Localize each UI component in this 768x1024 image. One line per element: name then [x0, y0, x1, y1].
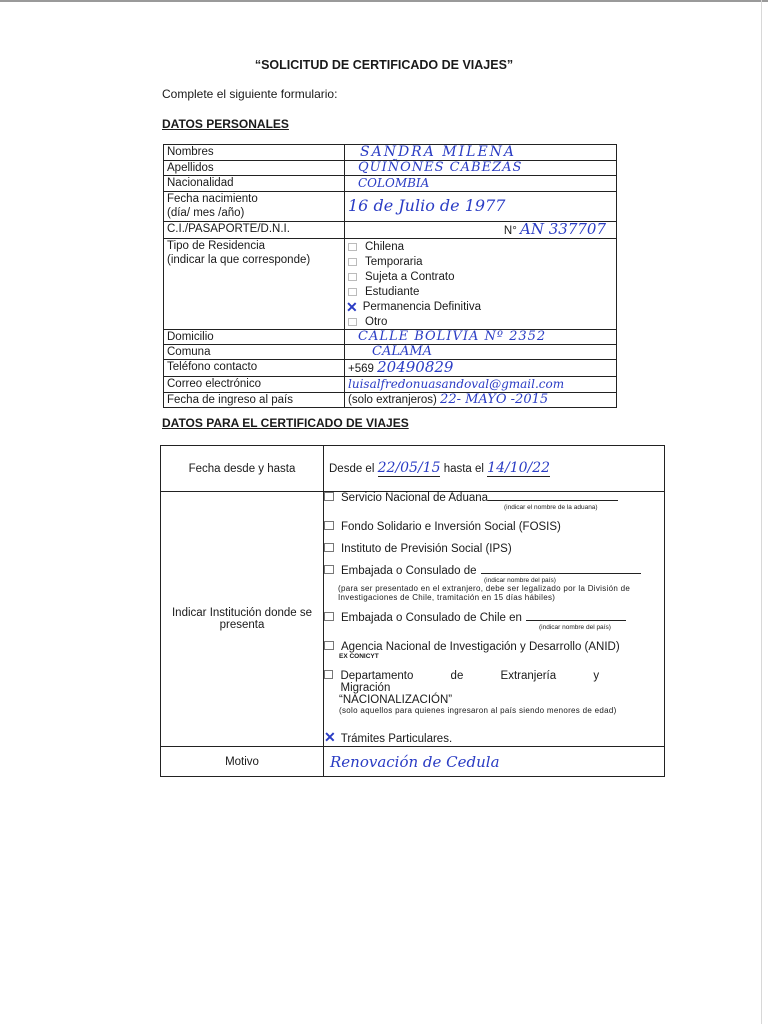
- correo-value: luisalfredonuasandoval@gmail.com: [348, 377, 565, 391]
- option-label: Estudiante: [365, 285, 420, 298]
- checkbox-icon[interactable]: [348, 243, 357, 251]
- checkbox-icon[interactable]: [324, 670, 333, 679]
- residencia-options: [345, 239, 617, 330]
- embajada-chile-blank[interactable]: [526, 620, 626, 621]
- extranjeria-label: Departamento de Extranjería y Migración: [340, 670, 600, 694]
- section-personal-heading: DATOS PERSONALES: [162, 117, 289, 131]
- residencia-label: [164, 239, 345, 330]
- section-cert-heading: DATOS PARA EL CERTIFICADO DE VIAJES: [162, 416, 409, 430]
- ingreso-prefix: (solo extranjeros): [348, 394, 437, 406]
- embajada-hint: (indicar nombre del país): [484, 577, 556, 584]
- fecha-nacimiento-value: 16 de Julio de 1977: [348, 195, 506, 215]
- embajada-blank[interactable]: [481, 573, 641, 574]
- option-aduana[interactable]: [324, 492, 664, 511]
- checkbox-icon[interactable]: [348, 273, 357, 281]
- extranjeria-note: (solo aquellos para quienes ingresaron al país siendo menores de edad): [339, 706, 617, 715]
- form-title: “SOLICITUD DE CERTIFICADO DE VIAJES”: [254, 58, 514, 72]
- table-row: [164, 377, 617, 393]
- nacionalidad-value: COLOMBIA: [358, 176, 430, 190]
- fecha-nacimiento-field[interactable]: [345, 192, 617, 222]
- nombres-label: Nombres: [164, 145, 345, 161]
- fecha-desde-hasta-label: Fecha desde y hasta: [161, 446, 324, 492]
- pasaporte-label: C.I./PASAPORTE/D.N.I.: [164, 222, 345, 239]
- comuna-label: Comuna: [164, 345, 345, 360]
- option-embajada-chile[interactable]: [324, 612, 664, 631]
- desde-value: 22/05/15: [377, 460, 441, 476]
- hasta-value: 14/10/22: [487, 460, 551, 476]
- table-row: [164, 176, 617, 192]
- telefono-field[interactable]: [345, 360, 617, 377]
- option-label: Otro: [365, 315, 388, 328]
- residencia-option-estudiante[interactable]: [348, 284, 613, 299]
- fosis-label: Fondo Solidario e Inversión Social (FOSIS): [341, 521, 561, 533]
- table-row: [164, 239, 617, 330]
- table-row: [164, 161, 617, 176]
- table-row: [164, 360, 617, 377]
- domicilio-value: CALLE BOLIVIA Nº 2352: [358, 329, 547, 344]
- telefono-prefix: +569: [348, 363, 374, 375]
- motivo-label: Motivo: [161, 747, 324, 777]
- residencia-label-line1: Tipo de Residencia: [167, 240, 266, 252]
- option-label: Permanencia Definitiva: [362, 300, 481, 313]
- nacionalidad-label: Nacionalidad: [164, 176, 345, 192]
- desde-label: Desde el: [329, 463, 375, 475]
- option-ips[interactable]: [324, 543, 664, 555]
- telefono-label: Teléfono contacto: [164, 360, 345, 377]
- nombres-value: SANDRA MILENA: [360, 144, 517, 160]
- checkbox-icon[interactable]: [324, 565, 334, 574]
- personal-data-table: [163, 144, 617, 408]
- domicilio-field[interactable]: [345, 330, 617, 345]
- table-row: [164, 330, 617, 345]
- nombres-field[interactable]: [345, 145, 617, 161]
- fecha-desde-hasta-field[interactable]: [324, 446, 665, 492]
- checkbox-icon[interactable]: [324, 543, 334, 552]
- residencia-option-permanencia[interactable]: [348, 299, 613, 314]
- checkbox-icon[interactable]: [324, 641, 334, 650]
- residencia-option-temporaria[interactable]: [348, 254, 613, 269]
- checkbox-icon[interactable]: [348, 288, 357, 296]
- embajada-chile-label: Embajada o Consulado de Chile en: [341, 612, 522, 624]
- aduana-blank[interactable]: [488, 500, 618, 501]
- top-border-line: [0, 0, 768, 2]
- nacionalidad-field[interactable]: [345, 176, 617, 192]
- checkbox-icon[interactable]: [348, 318, 357, 326]
- anid-sub: EX CONICYT: [339, 653, 379, 660]
- hasta-label: hasta el: [443, 463, 484, 475]
- embajada-chile-hint: (indicar nombre del país): [539, 624, 611, 631]
- ips-label: Instituto de Previsión Social (IPS): [341, 543, 512, 555]
- right-border-line: [761, 0, 762, 1024]
- correo-label: Correo electrónico: [164, 377, 345, 393]
- form-intro: Complete el siguiente formulario:: [162, 87, 338, 101]
- table-row: [164, 222, 617, 239]
- domicilio-label: Domicilio: [164, 330, 345, 345]
- table-row: [164, 145, 617, 161]
- fecha-label-line2: (día/ mes /año): [167, 207, 245, 219]
- certificate-data-table: [160, 445, 665, 777]
- option-label: Chilena: [365, 240, 404, 253]
- ingreso-field[interactable]: [345, 393, 617, 408]
- pasaporte-prefix: N°: [503, 225, 517, 237]
- aduana-hint: (indicar el nombre de la aduana): [504, 504, 598, 511]
- residencia-option-chilena[interactable]: [348, 239, 613, 254]
- comuna-value: CALAMA: [372, 344, 433, 359]
- option-tramites[interactable]: [324, 729, 664, 746]
- option-fosis[interactable]: [324, 521, 664, 533]
- checkbox-icon[interactable]: [324, 492, 334, 501]
- telefono-value: 20490829: [377, 358, 454, 376]
- residencia-option-sujeta[interactable]: [348, 269, 613, 284]
- table-row: [164, 192, 617, 222]
- x-mark-icon[interactable]: ✕: [346, 298, 358, 315]
- fecha-nacimiento-label: [164, 192, 345, 222]
- anid-label: Agencia Nacional de Investigación y Desarrollo (ANID): [341, 641, 620, 653]
- option-label: Temporaria: [365, 255, 423, 268]
- option-embajada[interactable]: [324, 565, 664, 602]
- option-label: Sujeta a Contrato: [365, 270, 455, 283]
- apellidos-field[interactable]: [345, 161, 617, 176]
- checkbox-icon[interactable]: [348, 258, 357, 266]
- ingreso-label: Fecha de ingreso al país: [164, 393, 345, 408]
- checkbox-icon[interactable]: [324, 521, 334, 530]
- x-mark-icon[interactable]: ✕: [324, 729, 336, 745]
- embajada-note: (para ser presentado en el extranjero, debe ser legalizado por la División de Investigaciones de Chile, tramitación en 15 días hábiles): [338, 584, 631, 602]
- apellidos-value: QUIÑONES CABEZAS: [358, 160, 523, 175]
- residencia-option-otro[interactable]: [348, 314, 613, 329]
- residencia-label-line2: (indicar la que corresponde): [167, 254, 311, 266]
- apellidos-label: Apellidos: [164, 161, 345, 176]
- aduana-label: Servicio Nacional de Aduana: [341, 492, 489, 504]
- checkbox-icon[interactable]: [324, 612, 334, 621]
- table-row: [161, 446, 665, 492]
- pasaporte-field[interactable]: [345, 222, 617, 239]
- option-extranjeria[interactable]: [324, 670, 664, 715]
- institucion-options: [324, 492, 665, 747]
- table-row: [161, 747, 665, 777]
- tramites-label: Trámites Particulares.: [340, 733, 453, 745]
- table-row: [164, 393, 617, 408]
- institucion-label: Indicar Institución donde se presenta: [161, 492, 324, 747]
- option-anid[interactable]: [324, 641, 664, 660]
- motivo-field[interactable]: [324, 747, 665, 777]
- motivo-value: Renovación de Cedula: [330, 752, 500, 771]
- correo-field[interactable]: [345, 377, 617, 393]
- extranjeria-sub: “NACIONALIZACIÓN”: [339, 694, 453, 706]
- embajada-label: Embajada o Consulado de: [341, 565, 477, 577]
- fecha-label-line1: Fecha nacimiento: [167, 193, 258, 205]
- ingreso-value: 22- MAYO -2015: [440, 392, 549, 407]
- pasaporte-value: AN 337707: [520, 220, 606, 238]
- table-row: [161, 492, 665, 747]
